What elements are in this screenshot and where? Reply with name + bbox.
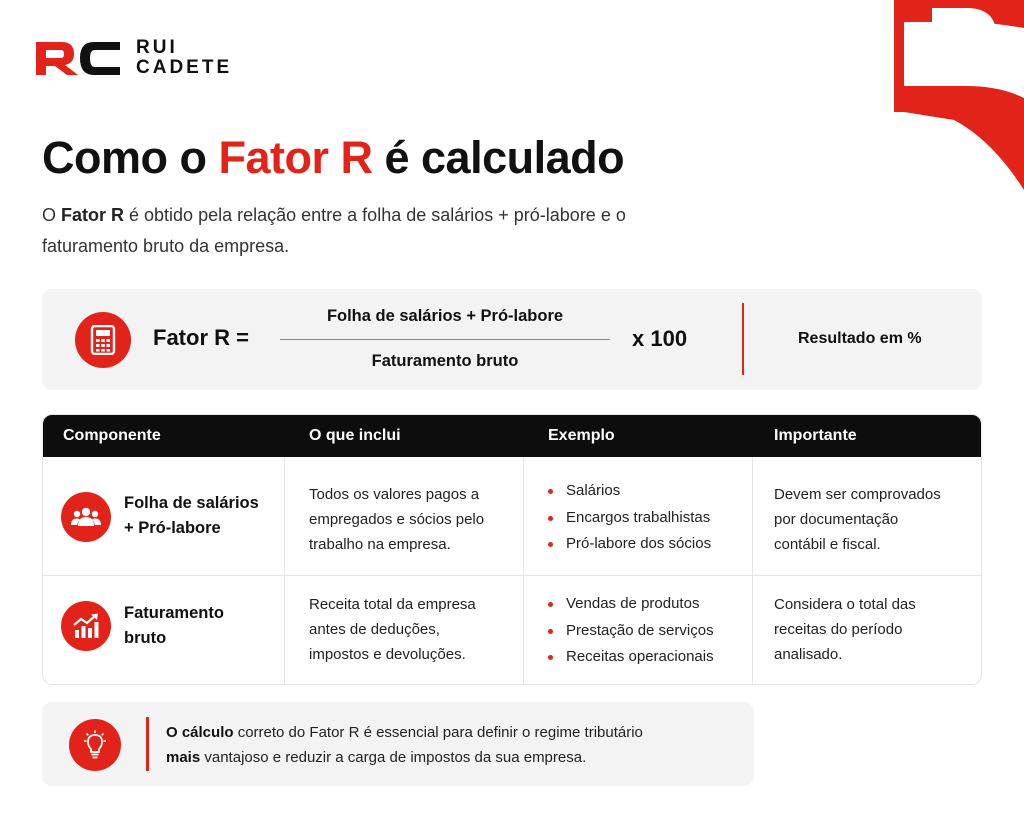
brand-line-1: RUI	[136, 37, 178, 58]
row-divider	[43, 575, 982, 576]
important-line: contábil e fiscal.	[774, 536, 881, 553]
brand-logo[interactable]	[34, 38, 232, 78]
includes-line: empregados e sócios pelo	[309, 511, 485, 528]
formula-label: Fator R =	[153, 325, 249, 350]
people-icon	[61, 492, 111, 542]
rc-logo-icon	[34, 38, 122, 78]
component-faturamento	[124, 601, 224, 651]
examples-list	[548, 591, 714, 671]
note-text-2: vantajoso e reduzir a carga de impostos da sua empresa.	[200, 749, 587, 766]
component-line: Faturamento	[124, 604, 224, 622]
note-bold-2: mais	[166, 749, 201, 766]
page-title	[42, 132, 624, 184]
header-o-que-inclui: O que inclui	[309, 427, 401, 444]
example-item: Salários	[548, 478, 711, 505]
includes-line: Todos os valores pagos a	[309, 486, 480, 503]
subtitle-bold: Fator R	[61, 205, 125, 225]
fraction-line	[280, 339, 610, 340]
includes-line: antes de deduções,	[309, 621, 440, 638]
component-folha	[124, 491, 259, 541]
includes-cell	[309, 592, 476, 667]
title-accent: Fator R	[218, 132, 373, 183]
example-item: Vendas de produtos	[548, 591, 714, 618]
formula-multiplier: x 100	[632, 326, 688, 351]
example-item: Prestação de serviços	[548, 618, 714, 645]
formula-card	[42, 289, 982, 390]
important-cell	[774, 592, 916, 667]
formula-denominator: Faturamento bruto	[371, 352, 519, 370]
page-subtitle	[42, 200, 682, 262]
component-line: Folha de salários	[124, 494, 259, 512]
component-line: + Pró-labore	[124, 519, 221, 537]
components-table	[42, 414, 982, 685]
title-part-1: Como o	[42, 132, 219, 183]
lightbulb-icon	[69, 719, 121, 771]
example-item: Receitas operacionais	[548, 644, 714, 671]
header-exemplo: Exemplo	[548, 427, 615, 444]
examples-list	[548, 478, 711, 558]
note-text-1: correto do Fator R é essencial para definir o regime tributário	[233, 724, 643, 741]
note-accent-bar	[146, 717, 149, 771]
title-part-2: é calculado	[372, 132, 625, 183]
important-line: analisado.	[774, 646, 843, 663]
column-divider	[284, 457, 285, 685]
formula-numerator: Folha de salários + Pró-labore	[326, 307, 564, 325]
important-line: receitas do período	[774, 621, 903, 638]
column-divider	[752, 457, 753, 685]
column-divider	[523, 457, 524, 685]
includes-line: Receita total da empresa	[309, 596, 476, 613]
important-line: Devem ser comprovados	[774, 486, 941, 503]
formula-result: Resultado em %	[798, 330, 922, 347]
growth-chart-icon	[61, 601, 111, 651]
important-line: por documentação	[774, 511, 899, 528]
subtitle-part-1: O	[42, 205, 62, 225]
subtitle-part-2: é obtido pela relação entre a folha de salários + pró-labore e o faturamento bruto da empresa.	[42, 205, 626, 256]
calculator-icon	[75, 312, 131, 368]
header-importante: Importante	[774, 427, 857, 444]
includes-cell	[309, 482, 484, 557]
table-header	[43, 415, 982, 457]
corner-r-decoration	[874, 0, 1024, 190]
brand-name	[136, 38, 232, 78]
brand-line-2: CADETE	[136, 57, 233, 78]
example-item: Pró-labore dos sócios	[548, 531, 711, 558]
component-line: bruto	[124, 629, 167, 647]
includes-line: trabalho na empresa.	[309, 536, 451, 553]
header-componente: Componente	[63, 427, 161, 444]
important-cell	[774, 482, 941, 557]
formula-divider	[742, 303, 744, 375]
important-line: Considera o total das	[774, 596, 916, 613]
note-bold-1: O cálculo	[166, 724, 234, 741]
example-item: Encargos trabalhistas	[548, 505, 711, 532]
note-card	[42, 702, 754, 786]
includes-line: impostos e devoluções.	[309, 646, 466, 663]
note-text	[166, 720, 726, 770]
